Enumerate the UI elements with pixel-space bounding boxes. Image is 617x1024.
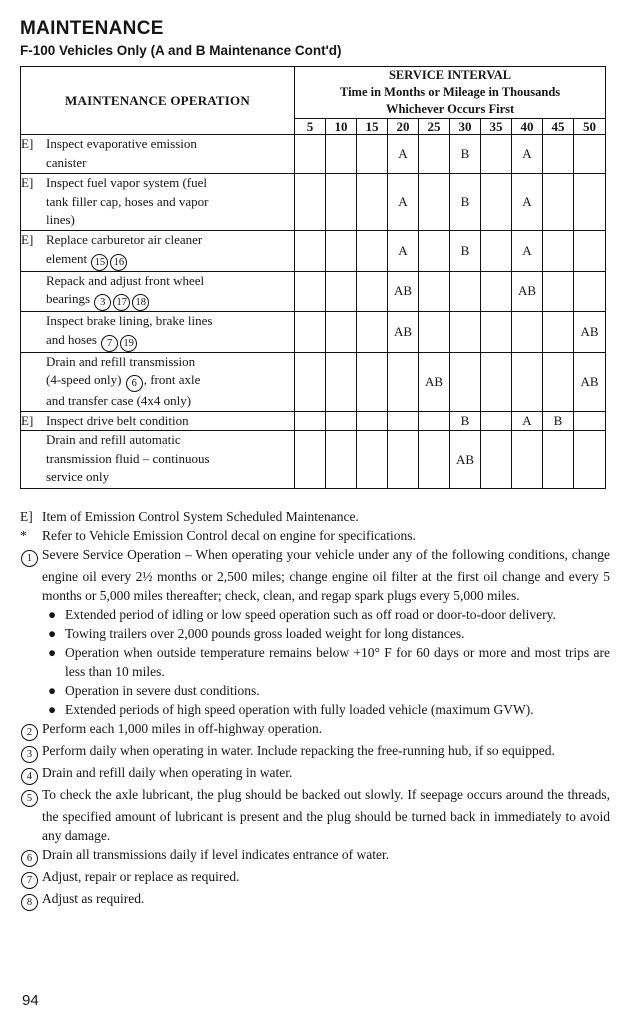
interval-cell <box>574 411 606 431</box>
interval-cell: B <box>450 231 481 272</box>
condition-text: Extended periods of high speed operation with fully loaded vehicle (maximum GVW). <box>65 702 534 717</box>
interval-cell <box>357 431 388 489</box>
interval-cell <box>543 312 574 353</box>
operation-text: Repack and adjust front wheel <box>46 272 205 288</box>
operation-text: Drain and refill automatic <box>46 432 181 447</box>
interval-cell <box>481 271 512 312</box>
interval-cell: A <box>388 174 419 231</box>
footnote-7 <box>20 867 610 889</box>
star-note-text: Refer to Vehicle Emission Control decal on engine for specifications. <box>42 528 416 543</box>
operation-text: Inspect fuel vapor system (fuel <box>46 175 208 190</box>
table-row <box>21 312 606 353</box>
operation-text: transmission fluid – continuous <box>46 450 210 466</box>
condition-item <box>20 700 610 719</box>
footnote-ref-circle: 4 <box>21 768 38 785</box>
interval-cell: B <box>543 411 574 431</box>
operation-line <box>21 371 294 392</box>
interval-cell <box>419 431 450 489</box>
operation-line <box>21 231 294 250</box>
maintenance-operation-cell <box>21 271 295 312</box>
interval-cell <box>574 431 606 489</box>
footnote-ref-circle: 7 <box>21 872 38 889</box>
operation-text: Inspect brake lining, brake lines <box>46 313 213 328</box>
operation-text: lines) <box>46 212 75 227</box>
footnote-1-text: Severe Service Operation – When operating your vehicle under any of the following conditions, change engine oil every 2½ months or 2,500 miles; change engine oil filter at the first oil change and every 5 months or 5,000 miles thereafter; check, clean, and regap spark plugs every 5,000 miles. <box>42 547 610 603</box>
interval-cell <box>295 411 326 431</box>
footnote-key <box>20 785 42 807</box>
maintenance-operation-cell <box>21 231 295 272</box>
footnote-text: Perform each 1,000 miles in off-highway operation. <box>42 721 323 736</box>
condition-text: Operation when outside temperature remains below +10° F for 60 days or more and most trips are less than 10 miles. <box>65 645 610 679</box>
mileage-35: 35 <box>481 119 512 135</box>
operation-text: canister <box>46 154 87 170</box>
interval-cell <box>326 231 357 272</box>
interval-cell <box>543 174 574 231</box>
operation-text: (4-speed only) <box>46 372 122 387</box>
star-key: * <box>20 528 27 543</box>
interval-cell <box>543 352 574 411</box>
maintenance-operation-cell <box>21 174 295 231</box>
interval-cell: B <box>450 174 481 231</box>
interval-cell <box>326 352 357 411</box>
operation-line <box>21 135 294 154</box>
footnote-6 <box>20 845 610 867</box>
interval-cell <box>326 174 357 231</box>
footnote-number-circle: 1 <box>21 550 38 567</box>
mileage-15: 15 <box>357 119 388 135</box>
interval-cell <box>295 231 326 272</box>
footnote-key <box>20 741 42 763</box>
emission-marker: E] <box>21 136 34 151</box>
operation-line <box>21 272 294 291</box>
operation-line <box>21 450 294 469</box>
table-row <box>21 431 606 489</box>
interval-cell: A <box>512 174 543 231</box>
page-subtitle: F-100 Vehicles Only (A and B Maintenance Cont'd) <box>20 43 342 58</box>
numbered-footnotes <box>20 719 610 911</box>
table-row <box>21 231 606 272</box>
footnote-ref-circle: 7 <box>101 335 118 352</box>
interval-cell <box>326 411 357 431</box>
footnote-ref-circle: 5 <box>21 790 38 807</box>
interval-cell: AB <box>388 271 419 312</box>
operation-text: Drain and refill transmission <box>46 353 196 369</box>
operation-line <box>21 353 294 372</box>
star-note <box>20 526 610 545</box>
operation-line <box>21 331 294 352</box>
footnote-2 <box>20 719 610 741</box>
interval-cell <box>419 174 450 231</box>
emission-note-text: Item of Emission Control System Scheduled Maintenance. <box>42 509 359 524</box>
interval-cell: AB <box>388 312 419 353</box>
interval-cell <box>295 431 326 489</box>
footnote-ref-circle: 8 <box>21 894 38 911</box>
table-row <box>21 271 606 312</box>
interval-cell <box>481 135 512 174</box>
operation-text: Replace carburetor air cleaner <box>46 232 203 247</box>
bullet-icon: ● <box>48 645 57 660</box>
service-interval-header <box>295 67 606 119</box>
service-interval-title: SERVICE INTERVAL <box>388 68 512 82</box>
operation-text: , front axle <box>143 372 201 387</box>
mileage-50: 50 <box>574 119 606 135</box>
interval-cell <box>419 135 450 174</box>
interval-cell: A <box>388 231 419 272</box>
interval-cell <box>450 352 481 411</box>
interval-cell <box>295 312 326 353</box>
interval-cell <box>574 231 606 272</box>
footnote-ref-circle: 6 <box>21 850 38 867</box>
maintenance-operation-cell <box>21 312 295 353</box>
interval-cell <box>574 135 606 174</box>
interval-cell <box>295 174 326 231</box>
table-row <box>21 174 606 231</box>
interval-cell <box>388 431 419 489</box>
interval-cell <box>357 411 388 431</box>
page-title: MAINTENANCE <box>20 18 164 39</box>
footnote-5 <box>20 785 610 845</box>
operation-line <box>21 412 294 431</box>
operation-text: Inspect drive belt condition <box>46 412 189 428</box>
interval-cell <box>512 431 543 489</box>
interval-cell <box>357 271 388 312</box>
service-interval-subtitle: Time in Months or Mileage in Thousands <box>339 85 561 99</box>
operation-text: service only <box>46 469 110 484</box>
footnote-ref-circle: 19 <box>120 335 137 352</box>
interval-cell: AB <box>574 352 606 411</box>
bullet-icon: ● <box>48 626 57 641</box>
condition-text: Operation in severe dust conditions. <box>65 683 260 698</box>
interval-cell <box>419 231 450 272</box>
mileage-45: 45 <box>543 119 574 135</box>
condition-item <box>20 643 610 681</box>
emission-key: E] <box>20 509 33 524</box>
footnote-8 <box>20 889 610 911</box>
operation-line <box>21 211 294 230</box>
table-row <box>21 411 606 431</box>
footnote-ref-circle: 16 <box>110 254 127 271</box>
interval-cell <box>543 271 574 312</box>
condition-text: Towing trailers over 2,000 pounds gross loaded weight for long distances. <box>65 626 465 641</box>
interval-cell <box>574 271 606 312</box>
interval-cell: A <box>512 135 543 174</box>
mileage-5: 5 <box>295 119 326 135</box>
emission-note <box>20 507 610 526</box>
operation-line <box>21 174 294 193</box>
operation-text: and transfer case (4x4 only) <box>46 393 192 408</box>
operation-line <box>21 290 294 311</box>
footnote-ref-circle: 17 <box>113 294 130 311</box>
interval-cell: AB <box>419 352 450 411</box>
maintenance-operation-cell <box>21 352 295 411</box>
footnote-ref-circle: 15 <box>91 254 108 271</box>
interval-cell <box>419 312 450 353</box>
interval-cell <box>357 174 388 231</box>
interval-cell <box>357 352 388 411</box>
footnote-text: Adjust as required. <box>42 891 145 906</box>
interval-cell <box>543 431 574 489</box>
interval-cell <box>326 431 357 489</box>
interval-cell <box>450 312 481 353</box>
emission-marker: E] <box>21 412 34 428</box>
footnote-ref-circle: 3 <box>94 294 111 311</box>
mileage-20: 20 <box>388 119 419 135</box>
footnote-3 <box>20 741 610 763</box>
interval-cell <box>388 411 419 431</box>
bullet-icon: ● <box>48 607 57 622</box>
table-row <box>21 352 606 411</box>
bullet-icon: ● <box>48 683 57 698</box>
operation-line <box>21 193 294 212</box>
interval-cell: B <box>450 135 481 174</box>
condition-item <box>20 681 610 700</box>
operation-line <box>21 154 294 173</box>
footnote-key <box>20 867 42 889</box>
interval-cell: A <box>388 135 419 174</box>
footnote-key <box>20 719 42 741</box>
footnote-key <box>20 889 42 911</box>
severe-service-conditions <box>20 605 610 719</box>
interval-cell: A <box>512 411 543 431</box>
interval-cell <box>388 352 419 411</box>
footnote-text: Adjust, repair or replace as required. <box>42 869 240 884</box>
interval-cell <box>419 271 450 312</box>
footnote-text: Drain all transmissions daily if level indicates entrance of water. <box>42 847 390 862</box>
operation-line <box>21 250 294 271</box>
operation-line <box>21 312 294 331</box>
interval-cell <box>295 271 326 312</box>
interval-cell: A <box>512 231 543 272</box>
interval-cell <box>481 312 512 353</box>
interval-cell: AB <box>450 431 481 489</box>
footnote-text: Perform daily when operating in water. Include repacking the free-running hub, if so equipped. <box>42 743 555 758</box>
interval-cell <box>481 174 512 231</box>
footnote-1 <box>20 545 610 605</box>
interval-cell <box>481 231 512 272</box>
interval-cell: AB <box>574 312 606 353</box>
maintenance-operation-cell <box>21 431 295 489</box>
interval-cell <box>512 312 543 353</box>
condition-item <box>20 624 610 643</box>
table-body <box>21 135 606 489</box>
interval-cell <box>326 135 357 174</box>
maintenance-operation-cell <box>21 135 295 174</box>
footnote-ref-circle: 6 <box>126 375 143 392</box>
interval-cell <box>295 352 326 411</box>
operation-line <box>21 392 294 411</box>
mileage-25: 25 <box>419 119 450 135</box>
operation-text: Inspect evaporative emission <box>46 136 197 151</box>
footnote-4 <box>20 763 610 785</box>
interval-cell <box>326 271 357 312</box>
emission-marker: E] <box>21 175 34 190</box>
interval-cell <box>357 135 388 174</box>
maintenance-schedule-table <box>20 66 606 489</box>
footnote-ref-circle: 3 <box>21 746 38 763</box>
operation-text: tank filler cap, hoses and vapor <box>46 193 209 209</box>
interval-cell <box>481 411 512 431</box>
operation-text: and hoses <box>46 331 97 347</box>
footnote-text: Drain and refill daily when operating in water. <box>42 765 293 780</box>
service-interval-note: Whichever Occurs First <box>385 102 515 116</box>
operation-line <box>21 431 294 450</box>
interval-cell <box>450 271 481 312</box>
maintenance-operation-cell <box>21 411 295 431</box>
interval-cell <box>357 231 388 272</box>
footnotes <box>20 507 610 911</box>
interval-cell <box>543 231 574 272</box>
interval-cell <box>357 312 388 353</box>
bullet-icon: ● <box>48 702 57 717</box>
operation-line <box>21 468 294 487</box>
interval-cell <box>574 174 606 231</box>
footnote-key <box>20 763 42 785</box>
interval-cell <box>543 135 574 174</box>
mileage-10: 10 <box>326 119 357 135</box>
condition-text: Extended period of idling or low speed operation such as off road or door-to-door delivery. <box>65 607 556 622</box>
mileage-40: 40 <box>512 119 543 135</box>
maintenance-operation-header: MAINTENANCE OPERATION <box>21 67 295 135</box>
emission-marker: E] <box>21 232 34 247</box>
mileage-30: 30 <box>450 119 481 135</box>
interval-cell <box>481 431 512 489</box>
interval-cell: B <box>450 411 481 431</box>
footnote-ref-circle: 18 <box>132 294 149 311</box>
interval-cell <box>295 135 326 174</box>
footnote-key <box>20 845 42 867</box>
interval-cell: AB <box>512 271 543 312</box>
footnote-text: To check the axle lubricant, the plug should be backed out slowly. If seepage occurs around the threads, the specified amount of lubricant is present and the plug should be turned back in immediately to avoid any damage. <box>42 787 610 843</box>
interval-cell <box>326 312 357 353</box>
condition-item <box>20 605 610 624</box>
operation-text: bearings <box>46 291 91 306</box>
footnote-ref-circle: 2 <box>21 724 38 741</box>
operation-text: element <box>46 250 88 266</box>
interval-cell <box>481 352 512 411</box>
table-row <box>21 135 606 174</box>
interval-cell <box>419 411 450 431</box>
page-number: 94 <box>22 992 39 1009</box>
interval-cell <box>512 352 543 411</box>
